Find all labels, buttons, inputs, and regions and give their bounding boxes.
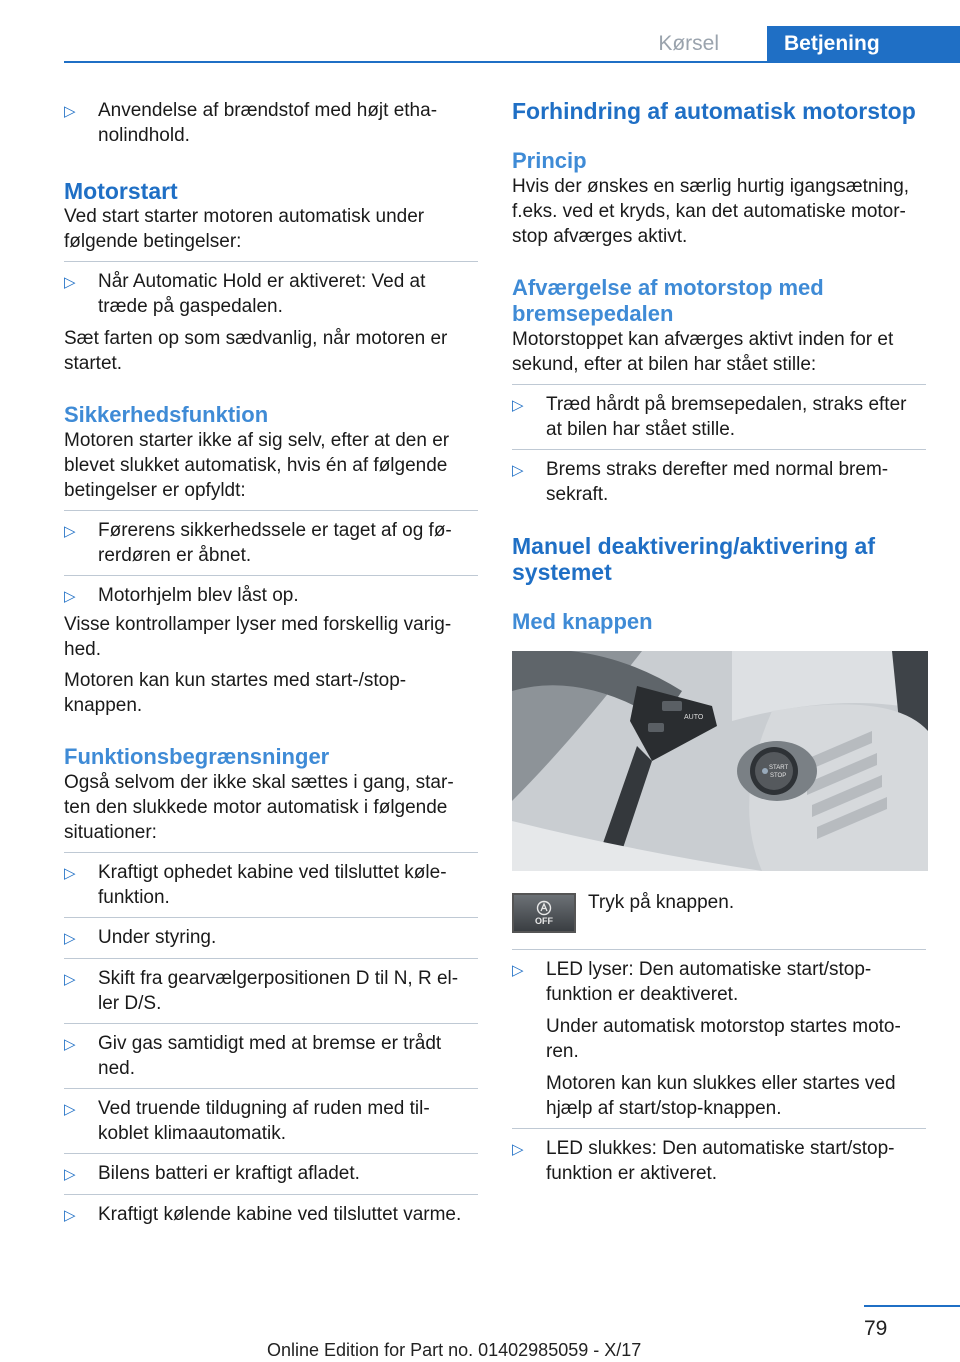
steering-column-illustration [512,651,928,871]
right-column [512,98,926,1186]
list-item: ▷ Når Automatic Hold er aktiveret: Ved at træde på gaspedalen. [64,271,426,317]
list-item: ▷ LED lyser: Den automatiske start/stop-funktion er deaktiveret. Under automatisk motorstop startes moto-ren. Motoren kan kun slukkes eller startes ved hjælp af start/stop-knappen. [512,959,901,1119]
triangle-bullet-icon: ▷ [512,1141,524,1158]
start-label: START [769,765,789,771]
heading-funktionsbegraensninger: Funktionsbegrænsninger [64,744,330,769]
triangle-bullet-icon: ▷ [64,971,76,988]
list-item: ▷ Anvendelse af brændstof med højt etha-nolindhold. [64,100,438,146]
heading-forhindring: Forhindring af automatisk motorstop [512,98,916,124]
list-item: ▷ Ved truende tildugning af ruden med til-koblet klimaautomatik. [64,1098,430,1144]
triangle-bullet-icon: ▷ [64,1036,76,1053]
heading-motorstart: Motorstart [64,178,178,204]
auto-off-symbol-icon [536,900,552,916]
icon-instruction [512,893,926,933]
tab-chapter[interactable]: Betjening [767,26,960,61]
paragraph: Motorstoppet kan afværges aktivt inden for et sekund, efter at bilen har stået stille: [512,329,894,375]
heading-princip: Princip [512,148,587,173]
triangle-bullet-icon: ▷ [64,274,76,291]
triangle-bullet-icon: ▷ [64,1207,76,1224]
paragraph: Ved start starter motoren automatisk under følgende betingelser: [64,206,425,252]
triangle-bullet-icon: ▷ [64,103,76,120]
list-item: ▷ Motorhjelm blev låst op. [64,583,478,609]
heading-afvaergelse: Afværgelse af motorstop med bremsepedalen [512,275,824,326]
heading-manuel: Manuel deaktivering/aktivering af systemet [512,533,876,585]
left-column [64,98,478,1228]
triangle-bullet-icon: ▷ [512,962,524,979]
auto-start-stop-button-icon: OFF [512,893,576,933]
heading-med-knappen: Med knappen [512,609,653,634]
tab-section[interactable]: Kørsel [658,32,719,55]
heading-sikkerhedsfunktion: Sikkerhedsfunktion [64,402,269,427]
page-number: 79 [864,1317,888,1340]
list-item: ▷ Giv gas samtidigt med at bremse er trådt ned. [64,1033,442,1079]
paragraph: Også selvom der ikke skal sættes i gang, star-ten den slukkede motor automatisk i følgende situationer: [64,772,454,843]
triangle-bullet-icon: ▷ [64,930,76,947]
triangle-bullet-icon: ▷ [64,1101,76,1118]
triangle-bullet-icon: ▷ [512,397,524,414]
footer-edition: Online Edition for Part no. 01402985059 - X/17 [267,1340,642,1360]
list-item: ▷ Skift fra gearvælgerpositionen D til N, R el-ler D/S. [64,968,459,1014]
list-item: ▷ Kraftigt kølende kabine ved tilsluttet varme. [64,1202,478,1228]
list-item: ▷ LED slukkes: Den automatiske start/stop-funktion er aktiveret. [512,1138,895,1184]
instruction-text: Tryk på knappen. [588,892,735,913]
triangle-bullet-icon: ▷ [64,865,76,882]
list-item: ▷ Bilens batteri er kraftigt afladet. [64,1161,478,1187]
header-bar [64,0,960,63]
steering-column-photo [512,651,928,871]
list-item: ▷ Kraftigt ophedet kabine ved tilsluttet køle-funktion. [64,862,447,908]
auto-label: AUTO [684,714,704,721]
triangle-bullet-icon: ▷ [64,588,76,605]
list-item: ▷ Brems straks derefter med normal brem-sekraft. [512,459,889,505]
triangle-bullet-icon: ▷ [64,523,76,540]
paragraph: Motoren starter ikke af sig selv, efter at den er blevet slukket automatisk, hvis én af følgende betingelser er opfyldt: [64,430,450,501]
list-item: ▷ Under styring. [64,925,478,951]
paragraph: Visse kontrollamper lyser med forskellig varig-hed. [64,614,452,660]
paragraph: Motoren kan kun startes med start-/stop-knappen. [64,670,407,716]
triangle-bullet-icon: ▷ [512,462,524,479]
triangle-bullet-icon: ▷ [64,1166,76,1183]
stop-label: STOP [770,773,787,779]
paragraph: Sæt farten op som sædvanlig, når motoren er startet. [64,328,448,374]
list-item: ▷ Førerens sikkerhedssele er taget af og fø-rerdøren er åbnet. [64,520,452,566]
paragraph: Hvis der ønskes en særlig hurtig igangsætning, f.eks. ved et kryds, kan det automatiske motor-stop afværges aktivt. [512,176,910,247]
footer-rule [864,1305,960,1307]
list-item: ▷ Træd hårdt på bremsepedalen, straks efter at bilen har stået stille. [512,394,907,440]
